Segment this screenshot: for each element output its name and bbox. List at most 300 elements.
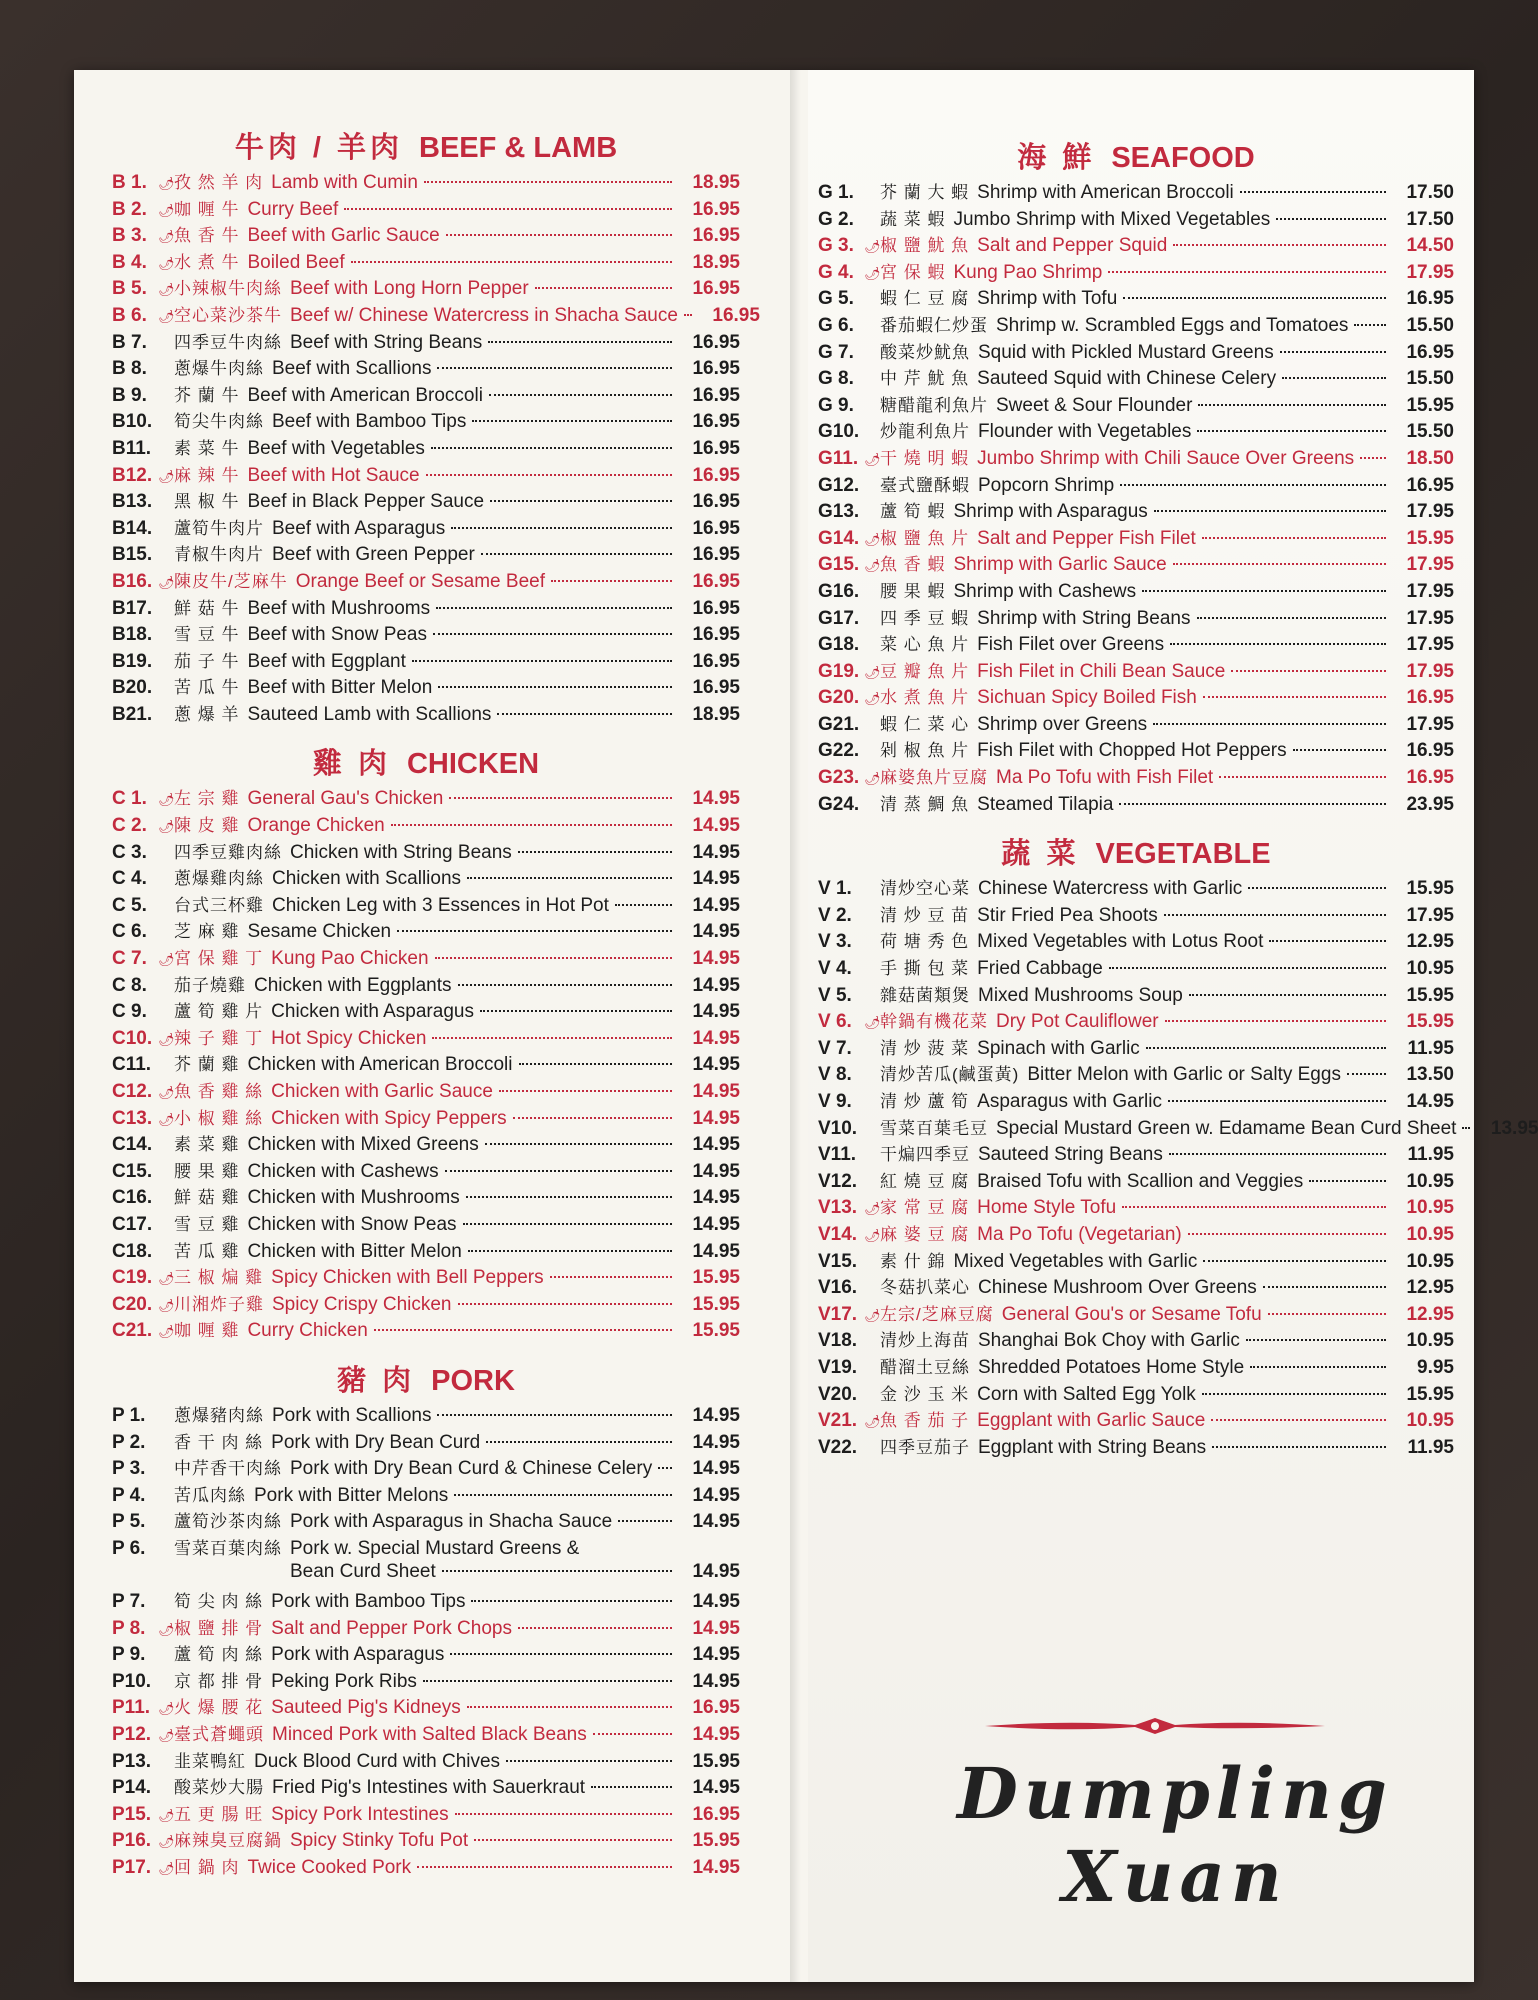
item-chinese-name: 臺式鹽酥蝦 xyxy=(880,475,970,495)
item-english-name: Pork with Dry Bean Curd & Chinese Celery xyxy=(290,1458,653,1480)
item-chinese-name: 鮮 菇 牛 xyxy=(174,598,240,618)
item-price: 17.95 xyxy=(1406,501,1454,523)
dot-leader xyxy=(423,1680,672,1682)
menu-item xyxy=(112,1263,740,1290)
item-chinese-name: 糖醋龍利魚片 xyxy=(880,395,988,415)
item-chinese-name: 麻 辣 牛 xyxy=(174,465,240,485)
dot-leader xyxy=(1202,1393,1386,1395)
chili-pepper-icon: 🌶 xyxy=(158,1621,175,1637)
item-english-name: Sesame Chicken xyxy=(247,921,392,943)
item-chinese-name: 韭菜鴨紅 xyxy=(174,1751,246,1771)
item-chinese-name: 家 常 豆 腐 xyxy=(880,1198,970,1218)
item-price: 16.95 xyxy=(692,491,740,513)
item-chinese-name: 干煸四季豆 xyxy=(880,1145,970,1165)
item-code: G 5. xyxy=(818,288,854,310)
item-chinese-name: 宮 保 雞 丁 xyxy=(174,949,264,969)
item-english-name: Curry Chicken xyxy=(247,1320,368,1342)
item-price: 18.95 xyxy=(692,172,740,193)
item-code: P 3. xyxy=(112,1458,146,1480)
dot-leader xyxy=(467,1706,672,1708)
item-code: C 3. xyxy=(112,841,147,863)
menu-item xyxy=(818,471,1454,498)
item-price: 17.95 xyxy=(1406,904,1454,926)
item-code: C 2. xyxy=(112,815,147,837)
item-english-name: Eggplant with Garlic Sauce xyxy=(977,1410,1206,1432)
menu-item xyxy=(818,1114,1538,1141)
item-english-name: Dry Pot Cauliflower xyxy=(996,1011,1159,1033)
item-price: 13.95 xyxy=(1490,1117,1538,1139)
item-code: B14. xyxy=(112,517,153,539)
menu-item xyxy=(112,673,740,700)
item-price: 12.95 xyxy=(1406,1277,1454,1299)
item-english-name: Beef with Green Pepper xyxy=(272,544,475,566)
dot-leader xyxy=(1153,723,1386,725)
item-english-name: Curry Beef xyxy=(247,198,339,220)
item-price: 17.95 xyxy=(1406,713,1454,735)
menu-item xyxy=(112,971,740,998)
menu-item xyxy=(112,195,740,222)
item-price: 23.95 xyxy=(1406,793,1454,815)
item-english-name: General Gau's Chicken xyxy=(247,788,444,810)
item-code: G 3. xyxy=(818,235,854,257)
item-price: 16.95 xyxy=(692,278,740,300)
dot-leader xyxy=(1211,1419,1386,1421)
chili-pepper-icon: 🌶 xyxy=(158,1111,175,1127)
item-price: 16.95 xyxy=(1406,687,1454,709)
item-code: V18. xyxy=(818,1330,858,1352)
dot-leader xyxy=(1165,1020,1386,1022)
item-code: B12. xyxy=(112,464,153,486)
item-price: 16.95 xyxy=(1406,767,1454,789)
item-english-name: Shrimp with Garlic Sauce xyxy=(953,554,1167,576)
item-chinese-name: 椒 鹽 魚 片 xyxy=(880,528,970,548)
item-code: V15. xyxy=(818,1250,858,1272)
item-chinese-name: 香 干 肉 絲 xyxy=(174,1432,264,1452)
item-chinese-name: 蘆 筍 蝦 xyxy=(880,502,946,522)
item-english-name: Spicy Stinky Tofu Pot xyxy=(290,1830,469,1852)
item-code: G13. xyxy=(818,501,860,523)
item-code: G22. xyxy=(818,740,860,762)
item-code: B19. xyxy=(112,650,153,672)
item-chinese-name: 荷 塘 秀 色 xyxy=(880,932,970,952)
item-code: V10. xyxy=(818,1117,858,1139)
item-code: V 6. xyxy=(818,1011,852,1033)
menu-item xyxy=(818,1060,1454,1087)
dot-leader xyxy=(433,633,672,635)
item-code: G 2. xyxy=(818,208,854,230)
chili-pepper-icon: 🌶 xyxy=(158,1031,175,1047)
dot-leader xyxy=(1119,803,1386,805)
dot-leader xyxy=(497,713,672,715)
item-english-name: Ma Po Tofu with Fish Filet xyxy=(996,767,1214,789)
dot-leader xyxy=(438,686,672,688)
menu-item xyxy=(818,338,1454,365)
item-price: 17.95 xyxy=(1406,261,1454,283)
chili-pepper-icon: 🌶 xyxy=(158,792,175,808)
item-price: 16.95 xyxy=(692,384,740,406)
item-english-name: Hot Spicy Chicken xyxy=(271,1027,427,1049)
item-chinese-name: 干 燒 明 蝦 xyxy=(880,448,970,468)
dot-leader xyxy=(1109,967,1386,969)
item-code: C17. xyxy=(112,1213,153,1235)
item-price: 13.50 xyxy=(1406,1064,1454,1086)
dot-leader xyxy=(450,1653,672,1655)
item-english-name: Shrimp with Tofu xyxy=(977,288,1118,310)
chili-pepper-icon: 🌶 xyxy=(158,282,175,298)
item-price: 14.95 xyxy=(692,1857,740,1879)
chili-pepper-icon: 🌶 xyxy=(864,451,881,467)
item-english-name: Beef with String Beans xyxy=(290,331,483,353)
item-price: 14.95 xyxy=(692,948,740,970)
item-code: B15. xyxy=(112,544,153,566)
chili-pepper-icon: 🌶 xyxy=(158,1085,175,1100)
item-chinese-name: 手 撕 包 菜 xyxy=(880,959,970,979)
item-english-name: General Gou's or Sesame Tofu xyxy=(1001,1303,1262,1325)
menu-item xyxy=(112,461,740,488)
item-code: P 2. xyxy=(112,1431,146,1453)
section-title-english: BEEF & LAMB xyxy=(419,132,618,164)
menu-item xyxy=(112,514,740,541)
item-code: B 5. xyxy=(112,278,147,300)
item-english-name: Home Style Tofu xyxy=(977,1197,1117,1219)
item-chinese-name: 五 更 腸 旺 xyxy=(174,1804,264,1824)
dot-leader xyxy=(397,930,672,932)
item-english-name: Beef with Asparagus xyxy=(272,517,446,539)
item-price: 15.95 xyxy=(1406,1011,1454,1033)
item-english-name: Beef with Long Horn Pepper xyxy=(290,278,529,300)
menu-item xyxy=(112,540,740,567)
item-chinese-name: 清炒苦瓜(鹹蛋黃) xyxy=(880,1065,1020,1085)
item-price: 17.95 xyxy=(1406,607,1454,629)
item-price: 10.95 xyxy=(1406,1330,1454,1352)
item-code: V16. xyxy=(818,1277,858,1299)
menu-item xyxy=(112,1667,740,1694)
item-code: P 6. xyxy=(112,1537,146,1559)
item-code: G17. xyxy=(818,607,860,629)
item-english-name: Orange Chicken xyxy=(247,815,385,837)
item-code: P 8. xyxy=(112,1617,146,1639)
dot-leader xyxy=(391,824,672,826)
chili-pepper-icon: 🌶 xyxy=(864,1015,881,1031)
item-english-name: Beef in Black Pepper Sauce xyxy=(247,491,485,513)
menu-item xyxy=(818,1007,1454,1034)
dot-leader xyxy=(374,1329,672,1331)
item-chinese-name: 魚 香 雞 絲 xyxy=(174,1082,264,1101)
item-english-name: Jumbo Shrimp with Mixed Vegetables xyxy=(953,208,1271,230)
item-code: V 9. xyxy=(818,1091,852,1112)
item-english-name: Boiled Beef xyxy=(247,251,345,273)
item-price: 16.95 xyxy=(692,544,740,566)
menu-item xyxy=(112,248,740,275)
item-price: 14.95 xyxy=(692,1001,740,1023)
item-price: 16.95 xyxy=(692,624,740,646)
item-chinese-name: 左宗/芝麻豆腐 xyxy=(880,1304,994,1324)
item-price: 16.95 xyxy=(692,1803,740,1825)
item-chinese-name: 金 沙 玉 米 xyxy=(880,1384,970,1404)
item-chinese-name: 筍 尖 肉 絲 xyxy=(174,1592,264,1612)
item-english-name: Beef with Snow Peas xyxy=(247,624,427,646)
menu-item xyxy=(112,567,740,594)
item-english-name: Pork with Asparagus xyxy=(271,1644,445,1666)
item-code: V 4. xyxy=(818,958,852,980)
dot-leader xyxy=(1282,377,1386,379)
dot-leader xyxy=(1122,1206,1386,1208)
item-price: 12.95 xyxy=(1406,931,1454,953)
menu-item xyxy=(112,838,740,865)
item-price: 14.95 xyxy=(692,868,740,890)
menu-item xyxy=(112,1130,740,1157)
item-english-name: Beef with Hot Sauce xyxy=(247,464,420,486)
dot-leader xyxy=(468,1250,672,1252)
item-english-name: Beef with Vegetables xyxy=(247,437,425,459)
item-chinese-name: 小 椒 雞 絲 xyxy=(174,1108,264,1128)
item-chinese-name: 素 菜 雞 xyxy=(174,1135,240,1155)
menu-item xyxy=(112,1534,740,1561)
item-code: V11. xyxy=(818,1144,857,1166)
item-chinese-name: 中芹香干肉絲 xyxy=(174,1459,282,1479)
dot-leader xyxy=(471,1600,672,1602)
chili-pepper-icon: 🌶 xyxy=(864,664,881,680)
item-price: 10.95 xyxy=(1406,1410,1454,1432)
section-title-english: PORK xyxy=(431,1364,515,1397)
menu-item xyxy=(112,1587,740,1614)
item-code: C11. xyxy=(112,1054,152,1076)
item-english-name: Asparagus with Garlic xyxy=(977,1091,1162,1112)
dot-leader xyxy=(1462,1127,1470,1129)
menu-item xyxy=(112,594,740,621)
item-code: C 7. xyxy=(112,948,147,970)
item-chinese-name: 芥 蘭 大 蝦 xyxy=(880,183,970,202)
item-chinese-name: 魚 香 茄 子 xyxy=(880,1411,970,1431)
item-english-name: Chicken with Spicy Peppers xyxy=(271,1107,507,1129)
item-chinese-name: 魚 香 蝦 xyxy=(880,555,946,575)
menu-item xyxy=(112,1401,740,1428)
item-english-name: Salt and Pepper Fish Filet xyxy=(977,527,1196,549)
item-chinese-name: 清 蒸 鯛 魚 xyxy=(880,794,970,814)
menu-item xyxy=(112,620,740,647)
dot-leader xyxy=(472,420,672,422)
menu-item-continued xyxy=(112,1561,740,1588)
item-chinese-name: 火 爆 腰 花 xyxy=(174,1698,264,1718)
section-gap xyxy=(112,1343,740,1361)
item-price: 16.95 xyxy=(712,304,760,326)
item-english-name: Spinach with Garlic xyxy=(977,1037,1140,1059)
item-english-name: Fish Filet with Chopped Hot Peppers xyxy=(977,740,1287,762)
item-chinese-name: 紅 燒 豆 腐 xyxy=(880,1171,970,1191)
item-chinese-name: 川湘炸子雞 xyxy=(174,1294,264,1314)
item-chinese-name: 蘆筍沙茶肉絲 xyxy=(174,1512,282,1532)
item-english-name: Stir Fried Pea Shoots xyxy=(977,904,1158,926)
item-price: 14.95 xyxy=(692,1054,740,1076)
item-chinese-name: 蔬 菜 蝦 xyxy=(880,209,946,229)
item-chinese-name: 蝦 仁 菜 心 xyxy=(880,714,970,734)
menu-item xyxy=(112,1800,740,1827)
menu-item xyxy=(112,1747,740,1774)
menu-item xyxy=(112,168,740,195)
item-english-name: Shanghai Bok Choy with Garlic xyxy=(978,1330,1240,1352)
item-chinese-name: 麻 婆 豆 腐 xyxy=(880,1224,970,1244)
item-price: 15.95 xyxy=(1406,1383,1454,1405)
dot-leader xyxy=(1269,940,1386,942)
dot-leader xyxy=(474,1839,672,1841)
chili-pepper-icon: 🌶 xyxy=(864,1414,881,1430)
item-code: G19. xyxy=(818,660,860,682)
menu-item xyxy=(818,1353,1454,1380)
dot-leader xyxy=(1170,643,1386,645)
chili-pepper-icon: 🌶 xyxy=(158,1807,175,1823)
chili-pepper-icon: 🌶 xyxy=(158,468,175,484)
item-price: 14.95 xyxy=(692,1458,740,1480)
menu-item xyxy=(818,927,1454,954)
item-price: 14.95 xyxy=(692,1670,740,1692)
item-price: 14.95 xyxy=(692,974,740,996)
menu-item xyxy=(112,274,740,301)
menu-item xyxy=(818,391,1454,418)
item-code: C 5. xyxy=(112,894,147,916)
item-code: C15. xyxy=(112,1160,153,1182)
item-chinese-name: 素 菜 牛 xyxy=(174,438,240,458)
menu-item xyxy=(112,891,740,918)
item-code: P 9. xyxy=(112,1644,146,1666)
item-code: P13. xyxy=(112,1750,152,1772)
item-english-name: Pork with Asparagus in Shacha Sauce xyxy=(290,1511,613,1533)
dot-leader xyxy=(417,1866,672,1868)
chili-pepper-icon: 🌶 xyxy=(864,265,881,281)
item-code: G18. xyxy=(818,634,860,656)
item-chinese-name: 腰 果 蝦 xyxy=(880,581,946,601)
dot-leader xyxy=(1168,1100,1386,1102)
item-chinese-name: 雜菇菌類煲 xyxy=(880,985,970,1005)
item-price: 14.95 xyxy=(692,815,740,837)
item-price: 10.95 xyxy=(1406,1197,1454,1219)
item-chinese-name: 四 季 豆 蝦 xyxy=(880,608,970,628)
menu-item xyxy=(818,1326,1454,1353)
dot-leader xyxy=(436,607,672,609)
menu-item xyxy=(112,1210,740,1237)
dot-leader xyxy=(344,208,672,210)
menu-item xyxy=(818,790,1454,817)
menu-item xyxy=(818,178,1454,205)
dot-leader xyxy=(437,367,672,369)
item-price: 11.95 xyxy=(1407,1436,1454,1458)
item-code: V19. xyxy=(818,1356,858,1378)
item-code: B18. xyxy=(112,624,153,646)
item-code: B 3. xyxy=(112,225,147,247)
brand-ornament xyxy=(985,1716,1325,1736)
menu-item xyxy=(112,1640,740,1667)
item-code: C19. xyxy=(112,1267,153,1289)
chili-pepper-icon: 🌶 xyxy=(158,1728,175,1744)
item-english-name: Sauteed String Beans xyxy=(978,1144,1163,1166)
menu-item xyxy=(818,1220,1454,1247)
chili-pepper-icon: 🌶 xyxy=(158,1324,175,1340)
item-code: G 4. xyxy=(818,261,854,283)
section-title xyxy=(818,138,1454,178)
section-title-chinese: 牛肉 / 羊肉 xyxy=(234,132,403,164)
item-chinese-name: 京 都 排 骨 xyxy=(174,1671,264,1691)
item-chinese-name: 麻婆魚片豆腐 xyxy=(880,768,988,788)
item-price: 16.95 xyxy=(692,570,740,592)
menu-item xyxy=(112,997,740,1024)
menu-item xyxy=(112,811,740,838)
section-title xyxy=(818,834,1454,874)
item-code: B20. xyxy=(112,677,153,699)
dot-leader xyxy=(488,341,672,343)
item-code: V17. xyxy=(818,1303,858,1325)
menu-item xyxy=(818,710,1454,737)
item-chinese-name: 苦瓜肉絲 xyxy=(174,1485,246,1505)
item-english-name: Mixed Vegetables with Garlic xyxy=(953,1250,1198,1272)
item-code: G12. xyxy=(818,474,860,496)
item-chinese-name: 蝦 仁 豆 腐 xyxy=(880,289,970,309)
menu-item xyxy=(818,630,1454,657)
dot-leader xyxy=(455,1813,672,1815)
dot-leader xyxy=(467,877,672,879)
dot-leader xyxy=(1360,457,1386,459)
item-price: 17.95 xyxy=(1406,634,1454,656)
item-english-name: Eggplant with String Beans xyxy=(978,1436,1207,1458)
chili-pepper-icon: 🌶 xyxy=(158,1834,175,1850)
item-price: 14.95 xyxy=(692,1511,740,1533)
item-chinese-name: 芝 麻 雞 xyxy=(174,922,240,942)
item-english-name: Kung Pao Shrimp xyxy=(953,261,1103,283)
item-price: 14.95 xyxy=(692,921,740,943)
item-price: 15.95 xyxy=(692,1830,740,1852)
dot-leader xyxy=(513,1117,672,1119)
item-code: C12. xyxy=(112,1081,153,1102)
item-price: 14.95 xyxy=(692,1777,740,1799)
item-price: 18.95 xyxy=(692,251,740,273)
item-english-name-continued: Bean Curd Sheet xyxy=(290,1560,436,1582)
menu-item xyxy=(112,1290,740,1317)
item-english-name: Fried Pig's Intestines with Sauerkraut xyxy=(272,1777,586,1799)
item-price: 18.50 xyxy=(1406,447,1454,469)
dot-leader xyxy=(618,1520,672,1522)
item-price: 14.95 xyxy=(692,1187,740,1209)
dot-leader xyxy=(454,1494,672,1496)
dot-leader xyxy=(446,234,672,236)
item-english-name: Beef w/ Chinese Watercress in Shacha Sauce xyxy=(290,304,678,326)
item-english-name: Beef with American Broccoli xyxy=(247,384,483,406)
item-chinese-name: 剁 椒 魚 片 xyxy=(880,741,970,761)
item-code: V21. xyxy=(818,1410,858,1432)
item-chinese-name: 酸菜炒魷魚 xyxy=(880,342,970,362)
chili-pepper-icon: 🌶 xyxy=(158,255,175,271)
dot-leader xyxy=(1142,590,1386,592)
dot-leader xyxy=(1354,324,1386,326)
item-chinese-name: 清炒空心菜 xyxy=(880,879,970,899)
item-chinese-name: 蘆筍牛肉片 xyxy=(174,518,264,538)
item-price: 10.95 xyxy=(1406,958,1454,980)
dot-leader xyxy=(1173,244,1386,246)
menu-item xyxy=(112,1853,740,1880)
item-chinese-name: 腰 果 雞 xyxy=(174,1161,240,1181)
item-code: P16. xyxy=(112,1830,152,1852)
item-price: 14.95 xyxy=(692,1724,740,1746)
item-english-name: Chicken with Cashews xyxy=(247,1160,439,1182)
item-price: 14.95 xyxy=(692,1240,740,1262)
item-code: V12. xyxy=(818,1170,858,1192)
menu-item xyxy=(112,1183,740,1210)
item-chinese-name: 幹鍋有機花菜 xyxy=(880,1012,988,1032)
item-price: 12.95 xyxy=(1406,1303,1454,1325)
item-english-name: Sauteed Lamb with Scallions xyxy=(247,703,492,725)
item-price: 15.95 xyxy=(692,1267,740,1289)
item-price: 15.95 xyxy=(692,1750,740,1772)
item-chinese-name: 筍尖牛肉絲 xyxy=(174,412,264,432)
dot-leader xyxy=(432,1037,672,1039)
item-code: V 8. xyxy=(818,1064,852,1086)
